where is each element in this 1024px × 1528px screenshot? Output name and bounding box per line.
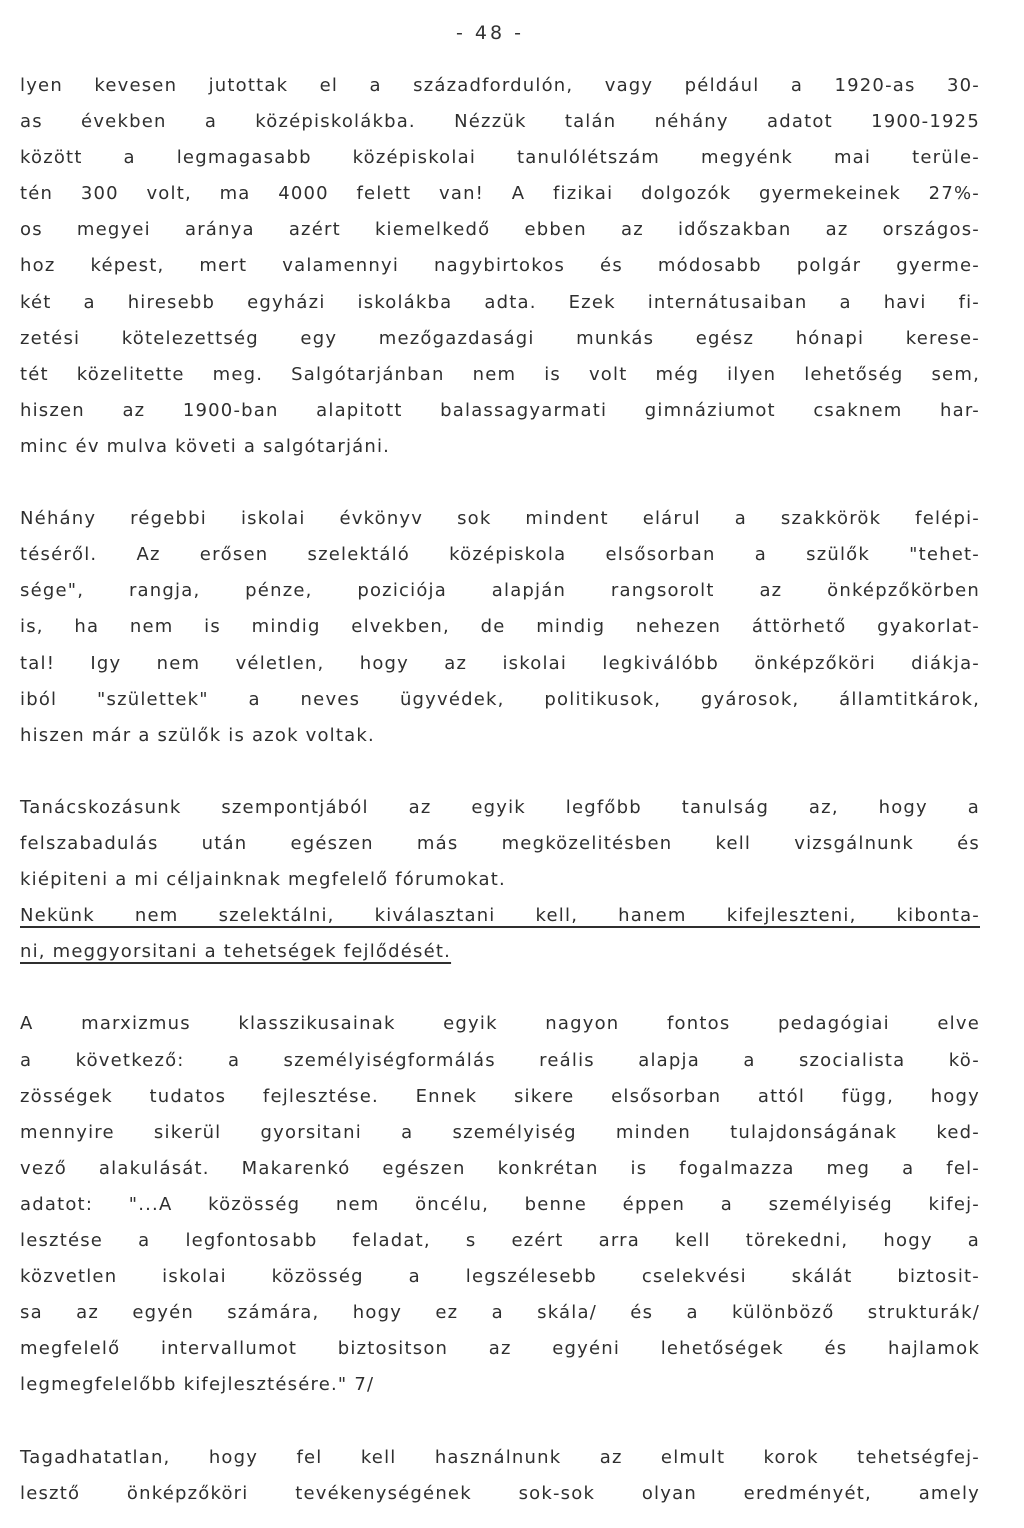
paragraph-gap <box>20 970 980 1006</box>
text-line: felszabadulás után egészen más megközelitésben kell vizsgálnunk és <box>20 832 980 854</box>
text-line: tét közelitette meg. Salgótarjánban nem is volt még ilyen lehetőség sem, <box>20 363 980 385</box>
text-line: legmegfelelőbb kifejlesztésére." 7/ <box>20 1374 375 1396</box>
text-line: tén 300 volt, ma 4000 felett van! A fizikai dolgozók gyermekeinek 27%- <box>20 183 980 205</box>
text-line: két a hiresebb egyházi iskolákba adta. Ezek internátusaiban a havi fi- <box>20 291 980 313</box>
text-line: os megyei aránya azért kiemelkedő ebben az időszakban az országos- <box>20 219 980 241</box>
paragraph-3 <box>20 790 980 970</box>
text-line: iból "születtek" a neves ügyvédek, politikusok, gyárosok, államtitkárok, <box>20 688 980 710</box>
text-line: A marxizmus klasszikusainak egyik nagyon fontos pedagógiai elve <box>20 1013 980 1035</box>
text-line: zetési kötelezettség egy mezőgazdasági munkás egész hónapi kerese- <box>20 327 980 349</box>
text-line: közvetlen iskolai közösség a legszélesebb cselekvési skálát biztosit- <box>20 1266 980 1288</box>
body-text <box>20 68 980 1512</box>
text-line: minc év mulva követi a salgótarjáni. <box>20 435 391 457</box>
paragraph-1 <box>20 68 980 465</box>
text-line: hiszen már a szülők is azok voltak. <box>20 724 375 746</box>
text-line: vező alakulását. Makarenkó egészen konkrétan is fogalmazza meg a fel- <box>20 1157 980 1179</box>
text-line: mennyire sikerül gyorsitani a személyiség minden tulajdonságának ked- <box>20 1121 980 1143</box>
text-line: hiszen az 1900-ban alapitott balassagyarmati gimnáziumot csaknem har- <box>20 399 980 421</box>
text-line: adatot: "...A közösség nem öncélu, benne éppen a személyiség kifej- <box>20 1193 980 1215</box>
text-line: Tanácskozásunk szempontjából az egyik legfőbb tanulság az, hogy a <box>20 796 980 818</box>
text-line: megfelelő intervallumot biztositson az egyéni lehetőségek és hajlamok <box>20 1338 980 1360</box>
text-line: as években a középiskolákba. Nézzük talán néhány adatot 1900-1925 <box>20 111 980 133</box>
text-line: tal! Igy nem véletlen, hogy az iskolai legkiválóbb önképzőköri diákja- <box>20 652 980 674</box>
text-line: hoz képest, mert valamennyi nagybirtokos és módosabb polgár gyerme- <box>20 255 980 277</box>
text-line: sa az egyén számára, hogy ez a skála/ és a különböző strukturák/ <box>20 1302 980 1324</box>
paragraph-gap <box>20 1403 980 1439</box>
text-line: kiépiteni a mi céljainknak megfelelő fórumokat. <box>20 869 506 891</box>
text-line: téséről. Az erősen szelektáló középiskola elsősorban a szülők "tehet- <box>20 544 980 566</box>
text-line: Néhány régebbi iskolai évkönyv sok mindent elárul a szakkörök felépi- <box>20 508 980 530</box>
text-line: a következő: a személyiségformálás reális alapja a szocialista kö- <box>20 1049 980 1071</box>
paragraph-gap <box>20 754 980 790</box>
page-number: - 48 - <box>456 22 524 44</box>
paragraph-4 <box>20 1006 980 1403</box>
text-line: sége", rangja, pénze, poziciója alapján rangsorolt az önképzőkörben <box>20 580 980 602</box>
underlined-text-line: Nekünk nem szelektálni, kiválasztani kell, hanem kifejleszteni, kibonta- <box>20 905 980 927</box>
underlined-text-line: ni, meggyorsitani a tehetségek fejlődését. <box>20 941 452 963</box>
text-line: zösségek tudatos fejlesztése. Ennek sikere elsősorban attól függ, hogy <box>20 1085 980 1107</box>
text-line: is, ha nem is mindig elvekben, de mindig nehezen áttörhető gyakorlat- <box>20 616 980 638</box>
text-line: között a legmagasabb középiskolai tanulólétszám megyénk mai terüle- <box>20 147 980 169</box>
text-line: lesztő önképzőköri tevékenységének sok-sok olyan eredményét, amely <box>20 1482 980 1504</box>
paragraph-5 <box>20 1440 980 1512</box>
paragraph-gap <box>20 465 980 501</box>
text-line: Tagadhatatlan, hogy fel kell használnunk az elmult korok tehetségfej- <box>20 1446 980 1468</box>
text-line: lesztése a legfontosabb feladat, s ezért arra kell törekedni, hogy a <box>20 1230 980 1251</box>
text-line: lyen kevesen jutottak el a századfordulón, vagy például a 1920-as 30- <box>20 75 980 96</box>
paragraph-2 <box>20 501 980 754</box>
